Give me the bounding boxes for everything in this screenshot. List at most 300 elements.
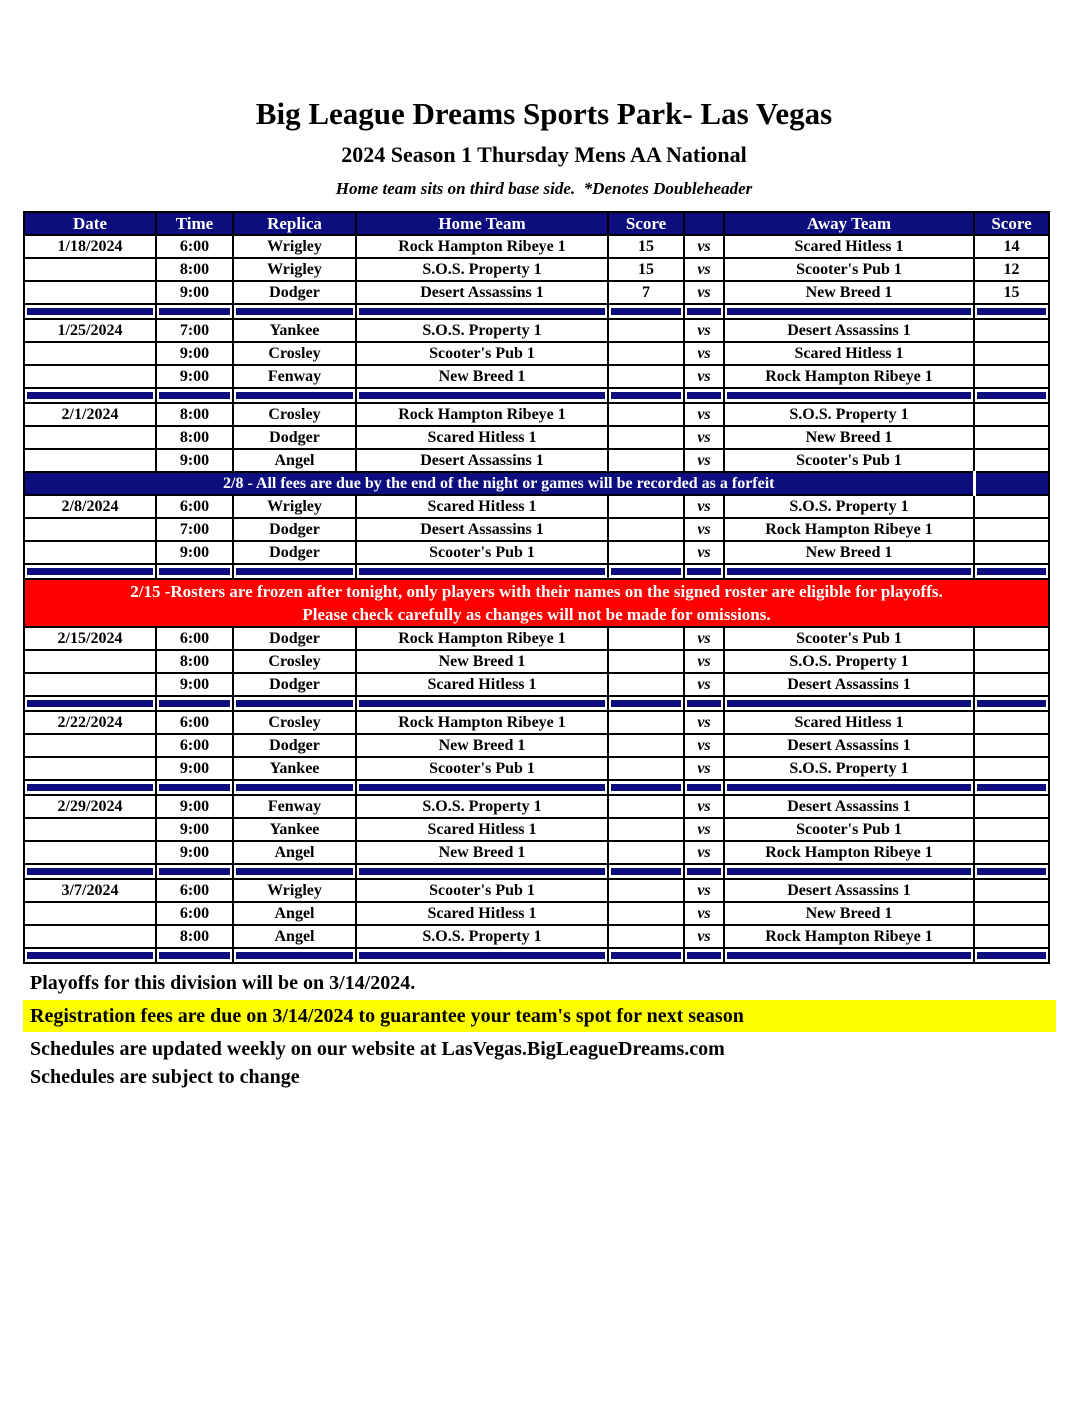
spacer-cell — [608, 780, 684, 795]
date-cell: 3/7/2024 — [24, 879, 156, 902]
vs-cell: vs — [684, 818, 724, 841]
vs-cell: vs — [684, 342, 724, 365]
away-score-cell — [974, 449, 1049, 472]
away-score-cell — [974, 319, 1049, 342]
spacer-cell — [356, 304, 608, 319]
time-cell: 9:00 — [156, 449, 233, 472]
replica-cell: Dodger — [233, 541, 356, 564]
registration-note-highlight — [23, 1000, 1056, 1032]
time-cell: 9:00 — [156, 795, 233, 818]
replica-cell: Angel — [233, 841, 356, 864]
replica-cell: Crosley — [233, 342, 356, 365]
playoffs-note: Playoffs for this division will be on 3/14/2024. — [30, 972, 416, 994]
spacer-cell — [24, 388, 156, 403]
replica-cell: Fenway — [233, 795, 356, 818]
schedule-table-body — [24, 235, 1049, 963]
spacer-row — [24, 864, 1049, 879]
home-team-cell: Scared Hitless 1 — [356, 818, 608, 841]
header-vs — [684, 212, 724, 235]
home-team-cell: New Breed 1 — [356, 650, 608, 673]
game-row — [24, 319, 1049, 342]
home-team-cell: Scared Hitless 1 — [356, 902, 608, 925]
game-row — [24, 541, 1049, 564]
spacer-cell — [156, 948, 233, 963]
spacer-cell — [724, 388, 974, 403]
game-row — [24, 627, 1049, 650]
replica-cell: Dodger — [233, 426, 356, 449]
vs-cell: vs — [684, 650, 724, 673]
away-team-cell: S.O.S. Property 1 — [724, 403, 974, 426]
spacer-row — [24, 388, 1049, 403]
vs-cell: vs — [684, 673, 724, 696]
away-team-cell: Desert Assassins 1 — [724, 879, 974, 902]
header-home-team: Home Team — [356, 212, 608, 235]
spacer-cell — [24, 304, 156, 319]
home-team-cell: Desert Assassins 1 — [356, 518, 608, 541]
game-row — [24, 902, 1049, 925]
date-cell — [24, 258, 156, 281]
away-score-cell — [974, 711, 1049, 734]
home-score-cell — [608, 757, 684, 780]
time-cell: 6:00 — [156, 495, 233, 518]
replica-cell: Angel — [233, 449, 356, 472]
away-team-cell: New Breed 1 — [724, 281, 974, 304]
spacer-cell — [974, 864, 1049, 879]
fees-note-row — [24, 472, 1049, 495]
schedule-table — [23, 211, 1050, 964]
spacer-cell — [233, 696, 356, 711]
date-cell: 2/15/2024 — [24, 627, 156, 650]
game-row — [24, 818, 1049, 841]
spacer-cell — [233, 388, 356, 403]
header-replica: Replica — [233, 212, 356, 235]
home-score-cell — [608, 902, 684, 925]
time-cell: 6:00 — [156, 902, 233, 925]
home-team-cell: Rock Hampton Ribeye 1 — [356, 235, 608, 258]
away-team-cell: Scared Hitless 1 — [724, 711, 974, 734]
time-cell: 7:00 — [156, 518, 233, 541]
date-cell: 2/29/2024 — [24, 795, 156, 818]
home-score-cell — [608, 342, 684, 365]
game-row — [24, 426, 1049, 449]
replica-cell: Dodger — [233, 627, 356, 650]
replica-cell: Angel — [233, 902, 356, 925]
away-team-cell: Scooter's Pub 1 — [724, 818, 974, 841]
vs-cell: vs — [684, 627, 724, 650]
replica-cell: Angel — [233, 925, 356, 948]
away-score-cell — [974, 879, 1049, 902]
home-score-cell — [608, 841, 684, 864]
home-score-cell — [608, 495, 684, 518]
vs-cell: vs — [684, 258, 724, 281]
spacer-cell — [24, 564, 156, 579]
spacer-cell — [608, 948, 684, 963]
game-row — [24, 449, 1049, 472]
date-cell — [24, 449, 156, 472]
away-score-cell — [974, 925, 1049, 948]
home-team-cell: Scooter's Pub 1 — [356, 342, 608, 365]
spacer-cell — [233, 304, 356, 319]
away-team-cell: Scooter's Pub 1 — [724, 627, 974, 650]
home-team-cell: Desert Assassins 1 — [356, 449, 608, 472]
website-note: Schedules are updated weekly on our website at LasVegas.BigLeagueDreams.com — [30, 1038, 725, 1060]
fees-note-cell: 2/8 - All fees are due by the end of the night or games will be recorded as a forfeit — [24, 472, 974, 495]
away-team-cell: Rock Hampton Ribeye 1 — [724, 841, 974, 864]
home-score-cell: 7 — [608, 281, 684, 304]
away-score-cell: 15 — [974, 281, 1049, 304]
spacer-cell — [233, 948, 356, 963]
spacer-cell — [974, 388, 1049, 403]
home-team-cell: S.O.S. Property 1 — [356, 258, 608, 281]
home-score-cell — [608, 449, 684, 472]
home-score-cell — [608, 319, 684, 342]
spacer-cell — [684, 564, 724, 579]
away-team-cell: Desert Assassins 1 — [724, 319, 974, 342]
time-cell: 6:00 — [156, 711, 233, 734]
game-row — [24, 365, 1049, 388]
game-row — [24, 841, 1049, 864]
home-score-cell — [608, 365, 684, 388]
time-cell: 6:00 — [156, 235, 233, 258]
home-score-cell — [608, 518, 684, 541]
date-cell: 2/8/2024 — [24, 495, 156, 518]
home-team-cell: S.O.S. Property 1 — [356, 319, 608, 342]
replica-cell: Crosley — [233, 711, 356, 734]
home-score-cell — [608, 426, 684, 449]
game-row — [24, 235, 1049, 258]
game-row — [24, 342, 1049, 365]
time-cell: 9:00 — [156, 342, 233, 365]
header-date: Date — [24, 212, 156, 235]
spacer-cell — [356, 564, 608, 579]
home-score-cell — [608, 711, 684, 734]
date-cell: 1/25/2024 — [24, 319, 156, 342]
date-cell — [24, 841, 156, 864]
time-cell: 8:00 — [156, 258, 233, 281]
date-cell — [24, 541, 156, 564]
game-row — [24, 673, 1049, 696]
replica-cell: Dodger — [233, 281, 356, 304]
away-team-cell: S.O.S. Property 1 — [724, 495, 974, 518]
header-home-score: Score — [608, 212, 684, 235]
home-score-cell — [608, 925, 684, 948]
spacer-cell — [356, 948, 608, 963]
away-score-cell — [974, 541, 1049, 564]
date-cell — [24, 426, 156, 449]
away-score-cell — [974, 650, 1049, 673]
away-score-cell — [974, 495, 1049, 518]
replica-cell: Fenway — [233, 365, 356, 388]
away-score-cell — [974, 342, 1049, 365]
time-cell: 8:00 — [156, 925, 233, 948]
away-score-cell: 14 — [974, 235, 1049, 258]
away-score-cell — [974, 673, 1049, 696]
home-score-cell — [608, 650, 684, 673]
time-cell: 9:00 — [156, 757, 233, 780]
fees-note-end-cell — [974, 472, 1049, 495]
spacer-cell — [356, 388, 608, 403]
away-score-cell — [974, 627, 1049, 650]
spacer-cell — [974, 948, 1049, 963]
spacer-cell — [684, 864, 724, 879]
away-score-cell — [974, 518, 1049, 541]
vs-cell: vs — [684, 879, 724, 902]
time-cell: 6:00 — [156, 734, 233, 757]
away-team-cell: Rock Hampton Ribeye 1 — [724, 365, 974, 388]
date-cell — [24, 281, 156, 304]
home-score-cell — [608, 734, 684, 757]
game-row — [24, 650, 1049, 673]
spacer-cell — [24, 780, 156, 795]
spacer-cell — [356, 864, 608, 879]
away-team-cell: Scooter's Pub 1 — [724, 449, 974, 472]
date-cell — [24, 518, 156, 541]
spacer-cell — [356, 696, 608, 711]
spacer-cell — [684, 304, 724, 319]
replica-cell: Wrigley — [233, 258, 356, 281]
away-score-cell: 12 — [974, 258, 1049, 281]
date-cell — [24, 673, 156, 696]
home-team-cell: Scared Hitless 1 — [356, 495, 608, 518]
date-cell — [24, 818, 156, 841]
header-away-team: Away Team — [724, 212, 974, 235]
vs-cell: vs — [684, 841, 724, 864]
spacer-cell — [684, 948, 724, 963]
replica-cell: Dodger — [233, 518, 356, 541]
page-title: Big League Dreams Sports Park- Las Vegas — [255, 96, 833, 131]
home-team-cell: S.O.S. Property 1 — [356, 925, 608, 948]
game-row — [24, 281, 1049, 304]
away-score-cell — [974, 403, 1049, 426]
spacer-cell — [608, 304, 684, 319]
time-cell: 9:00 — [156, 841, 233, 864]
away-team-cell: Desert Assassins 1 — [724, 795, 974, 818]
game-row — [24, 925, 1049, 948]
vs-cell: vs — [684, 902, 724, 925]
vs-cell: vs — [684, 541, 724, 564]
time-cell: 9:00 — [156, 818, 233, 841]
date-cell — [24, 365, 156, 388]
away-score-cell — [974, 841, 1049, 864]
spacer-cell — [24, 948, 156, 963]
date-cell: 2/22/2024 — [24, 711, 156, 734]
home-team-cell: Desert Assassins 1 — [356, 281, 608, 304]
replica-cell: Yankee — [233, 818, 356, 841]
spacer-row — [24, 948, 1049, 963]
away-team-cell: Desert Assassins 1 — [724, 673, 974, 696]
home-team-cell: Scared Hitless 1 — [356, 673, 608, 696]
home-score-cell — [608, 818, 684, 841]
vs-cell: vs — [684, 757, 724, 780]
spacer-cell — [724, 864, 974, 879]
spacer-row — [24, 696, 1049, 711]
spacer-cell — [233, 564, 356, 579]
spacer-cell — [724, 696, 974, 711]
away-team-cell: New Breed 1 — [724, 541, 974, 564]
spacer-cell — [724, 304, 974, 319]
time-cell: 8:00 — [156, 403, 233, 426]
away-score-cell — [974, 757, 1049, 780]
home-team-cell: Scooter's Pub 1 — [356, 541, 608, 564]
spacer-row — [24, 780, 1049, 795]
spacer-row — [24, 564, 1049, 579]
home-team-cell: New Breed 1 — [356, 734, 608, 757]
home-score-cell — [608, 673, 684, 696]
date-cell: 1/18/2024 — [24, 235, 156, 258]
home-team-cell: Scooter's Pub 1 — [356, 757, 608, 780]
date-cell — [24, 650, 156, 673]
game-row — [24, 795, 1049, 818]
replica-cell: Dodger — [233, 673, 356, 696]
spacer-cell — [156, 564, 233, 579]
spacer-cell — [724, 780, 974, 795]
spacer-cell — [974, 304, 1049, 319]
away-score-cell — [974, 818, 1049, 841]
away-team-cell: New Breed 1 — [724, 426, 974, 449]
home-score-cell — [608, 541, 684, 564]
home-team-cell: Rock Hampton Ribeye 1 — [356, 627, 608, 650]
document-header — [0, 0, 1088, 199]
away-team-cell: Rock Hampton Ribeye 1 — [724, 925, 974, 948]
date-cell: 2/1/2024 — [24, 403, 156, 426]
home-score-cell — [608, 795, 684, 818]
spacer-cell — [24, 864, 156, 879]
home-score-cell — [608, 627, 684, 650]
time-cell: 8:00 — [156, 426, 233, 449]
time-cell: 8:00 — [156, 650, 233, 673]
time-cell: 9:00 — [156, 281, 233, 304]
home-team-cell: New Breed 1 — [356, 365, 608, 388]
spacer-cell — [724, 564, 974, 579]
time-cell: 6:00 — [156, 627, 233, 650]
spacer-cell — [608, 388, 684, 403]
header-away-score: Score — [974, 212, 1049, 235]
home-team-cell: S.O.S. Property 1 — [356, 795, 608, 818]
game-row — [24, 711, 1049, 734]
spacer-cell — [608, 864, 684, 879]
vs-cell: vs — [684, 403, 724, 426]
game-row — [24, 734, 1049, 757]
home-team-cell: Scooter's Pub 1 — [356, 879, 608, 902]
spacer-cell — [684, 780, 724, 795]
home-team-cell: Scared Hitless 1 — [356, 426, 608, 449]
replica-cell: Wrigley — [233, 495, 356, 518]
away-team-cell: S.O.S. Property 1 — [724, 650, 974, 673]
spacer-cell — [356, 780, 608, 795]
away-team-cell: Desert Assassins 1 — [724, 734, 974, 757]
game-row — [24, 879, 1049, 902]
time-cell: 9:00 — [156, 365, 233, 388]
spacer-cell — [684, 388, 724, 403]
vs-cell: vs — [684, 319, 724, 342]
vs-cell: vs — [684, 734, 724, 757]
spacer-cell — [724, 948, 974, 963]
subject-to-change-note: Schedules are subject to change — [30, 1066, 300, 1088]
game-row — [24, 757, 1049, 780]
away-score-cell — [974, 795, 1049, 818]
vs-cell: vs — [684, 711, 724, 734]
time-cell: 6:00 — [156, 879, 233, 902]
document-footer — [0, 971, 1088, 1089]
away-score-cell — [974, 365, 1049, 388]
spacer-cell — [974, 780, 1049, 795]
spacer-row — [24, 304, 1049, 319]
away-team-cell: New Breed 1 — [724, 902, 974, 925]
game-row — [24, 518, 1049, 541]
vs-cell: vs — [684, 495, 724, 518]
game-row — [24, 495, 1049, 518]
spacer-cell — [233, 864, 356, 879]
vs-cell: vs — [684, 365, 724, 388]
vs-cell: vs — [684, 235, 724, 258]
vs-cell: vs — [684, 518, 724, 541]
replica-cell: Dodger — [233, 734, 356, 757]
spacer-cell — [974, 564, 1049, 579]
home-score-cell: 15 — [608, 258, 684, 281]
roster-freeze-note-line: 2/15 -Rosters are frozen after tonight, only players with their names on the signed roster are eligible for playoffs. — [130, 582, 943, 601]
roster-freeze-note-cell — [24, 579, 1049, 627]
spacer-cell — [156, 780, 233, 795]
vs-cell: vs — [684, 426, 724, 449]
home-team-cell: Rock Hampton Ribeye 1 — [356, 711, 608, 734]
time-cell: 9:00 — [156, 541, 233, 564]
away-team-cell: Scooter's Pub 1 — [724, 258, 974, 281]
registration-note: Registration fees are due on 3/14/2024 to guarantee your team's spot for next season — [30, 1005, 744, 1027]
home-team-cell: Rock Hampton Ribeye 1 — [356, 403, 608, 426]
replica-cell: Wrigley — [233, 235, 356, 258]
vs-cell: vs — [684, 449, 724, 472]
vs-cell: vs — [684, 795, 724, 818]
date-cell — [24, 925, 156, 948]
time-cell: 7:00 — [156, 319, 233, 342]
roster-freeze-note-line: Please check carefully as changes will not be made for omissions. — [302, 605, 771, 624]
home-score-cell — [608, 879, 684, 902]
date-cell — [24, 757, 156, 780]
away-team-cell: S.O.S. Property 1 — [724, 757, 974, 780]
away-score-cell — [974, 426, 1049, 449]
spacer-cell — [233, 780, 356, 795]
home-score-cell: 15 — [608, 235, 684, 258]
spacer-cell — [156, 696, 233, 711]
roster-freeze-note-row — [24, 579, 1049, 627]
away-team-cell: Scared Hitless 1 — [724, 342, 974, 365]
header-time: Time — [156, 212, 233, 235]
season-subtitle: 2024 Season 1 Thursday Mens AA National — [341, 142, 747, 167]
spacer-cell — [24, 696, 156, 711]
date-cell — [24, 734, 156, 757]
date-cell — [24, 342, 156, 365]
away-team-cell: Scared Hitless 1 — [724, 235, 974, 258]
replica-cell: Yankee — [233, 757, 356, 780]
home-score-cell — [608, 403, 684, 426]
table-header-row — [24, 212, 1049, 235]
vs-cell: vs — [684, 281, 724, 304]
away-team-cell: Rock Hampton Ribeye 1 — [724, 518, 974, 541]
spacer-cell — [684, 696, 724, 711]
away-score-cell — [974, 734, 1049, 757]
vs-cell: vs — [684, 925, 724, 948]
replica-cell: Crosley — [233, 650, 356, 673]
spacer-cell — [608, 696, 684, 711]
spacer-cell — [608, 564, 684, 579]
home-team-cell: New Breed 1 — [356, 841, 608, 864]
date-cell — [24, 902, 156, 925]
spacer-cell — [156, 864, 233, 879]
home-team-note: Home team sits on third base side. *Denotes Doubleheader — [335, 179, 753, 198]
spacer-cell — [974, 696, 1049, 711]
spacer-cell — [156, 388, 233, 403]
spacer-cell — [156, 304, 233, 319]
